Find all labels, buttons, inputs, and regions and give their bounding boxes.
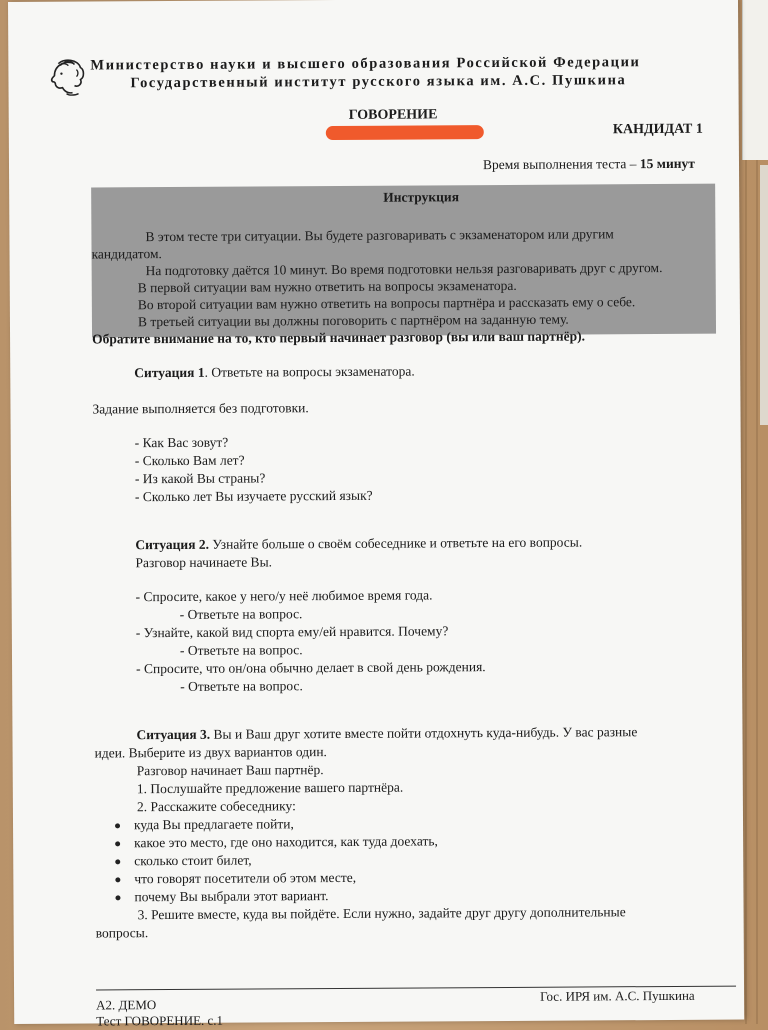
list-item: что говорят посетители об этом месте,: [115, 870, 356, 887]
instruction-p3: В первой ситуации вам нужно ответить на вопросы экзаменатора.: [137, 277, 517, 296]
situation-1-question: - Как Вас зовут?: [134, 434, 229, 451]
situation-2-answer: - Ответьте на вопрос.: [180, 678, 303, 694]
list-item: почему Вы выбрали этот вариант.: [115, 888, 328, 905]
situation-2-answer: - Ответьте на вопрос.: [179, 606, 303, 622]
instruction-p2: На подготовку даётся 10 минут. Во время подготовки нельзя разговаривать друг с другом.: [145, 260, 663, 279]
redaction-mark: [326, 125, 484, 140]
situation-3-step-1: 1. Послушайте предложение вашего партнёра.: [136, 779, 404, 797]
situation-1-question: - Сколько лет Вы изучаете русский язык?: [134, 487, 373, 505]
pushkin-portrait-logo-icon: [44, 58, 88, 98]
situation-3-start: Разговор начинает Ваш партнёр.: [136, 762, 324, 779]
footer-demo-label: А2. ДЕМО: [96, 997, 157, 1013]
situation-2-heading: [135, 535, 582, 554]
situation-2-question: - Спросите, какое у него/у неё любимое время года.: [135, 587, 433, 605]
situation-1-question: - Из какой Вы страны?: [134, 470, 266, 487]
situation-3-text-2: идеи. Выберите из двух вариантов один.: [94, 744, 327, 761]
instruction-p5: В третьей ситуации вы должны поговорить с партнёром на заданную тему.: [137, 311, 569, 330]
instruction-note: Обратите внимание на то, кто первый начинает разговор (вы или ваш партнёр).: [92, 328, 586, 347]
bullet-icon: [115, 860, 120, 865]
situation-1-heading: [134, 364, 414, 382]
situation-2-start: Разговор начинаете Вы.: [135, 554, 273, 571]
exam-sheet: [8, 0, 744, 1029]
bullet-icon: [115, 878, 120, 883]
footer-institute: Гос. ИРЯ им. А.С. Пушкина: [540, 987, 695, 1004]
footer-page-label: Тест ГОВОРЕНИЕ. с.1: [96, 1012, 224, 1029]
instruction-p1a: В этом тесте три ситуации. Вы будете разговаривать с экзаменатором или другим: [145, 226, 614, 245]
list-item: куда Вы предлагаете пойти,: [115, 816, 294, 833]
situation-1-text: . Ответьте на вопросы экзаменатора.: [204, 363, 415, 380]
page-title: ГОВОРЕНИЕ: [348, 107, 438, 123]
situation-2-text: Узнайте больше о своём собеседнике и ответьте на его вопросы.: [208, 534, 583, 552]
time-limit: [483, 156, 695, 173]
situation-1-note: Задание выполняется без подготовки.: [92, 400, 309, 417]
instruction-title: Инструкция: [383, 189, 460, 205]
situation-2-question: - Спросите, что он/она обычно делает в свой день рождения.: [136, 659, 486, 677]
situation-1-question: - Сколько Вам лет?: [134, 452, 245, 469]
time-value: 15 минут: [639, 155, 695, 172]
list-item: сколько стоит билет,: [115, 853, 251, 870]
situation-3-text: Вы и Ваш друг хотите вместе пойти отдохнуть куда-нибудь. У вас разные: [210, 724, 638, 742]
time-label: Время выполнения теста –: [482, 156, 640, 173]
instruction-p4: Во второй ситуации вам нужно ответить на вопросы партнёра и рассказать ему о себе.: [137, 294, 636, 313]
bullet-icon: [115, 824, 120, 829]
ministry-title: Министерство науки и высшего образования Российской Федерации: [90, 54, 641, 74]
situation-3-step-3-cont: вопросы.: [95, 925, 149, 941]
background-card-edge: [760, 165, 768, 425]
situation-3-heading: [136, 724, 637, 743]
institute-title: Государственный институт русского языка им. А.С. Пушкина: [130, 72, 627, 92]
situation-1-label: Ситуация 1: [134, 364, 205, 381]
situation-3-label: Ситуация 3.: [136, 726, 211, 743]
background-card: [742, 0, 768, 160]
situation-2-answer: - Ответьте на вопрос.: [179, 642, 303, 658]
list-item: какое это место, где оно находится, как туда доехать,: [115, 833, 438, 851]
bullet-icon: [115, 896, 120, 901]
candidate-label: КАНДИДАТ 1: [612, 121, 703, 138]
situation-3-step-3: 3. Решите вместе, куда вы пойдёте. Если нужно, задайте друг другу дополнительные: [137, 904, 626, 923]
instruction-p1b: кандидатом.: [91, 246, 162, 262]
situation-2-label: Ситуация 2.: [135, 536, 210, 553]
situation-2-question: - Узнайте, какой вид спорта ему/ей нравится. Почему?: [135, 623, 449, 641]
situation-3-step-2: 2. Расскажите собеседнику:: [136, 798, 296, 815]
bullet-icon: [115, 842, 120, 847]
